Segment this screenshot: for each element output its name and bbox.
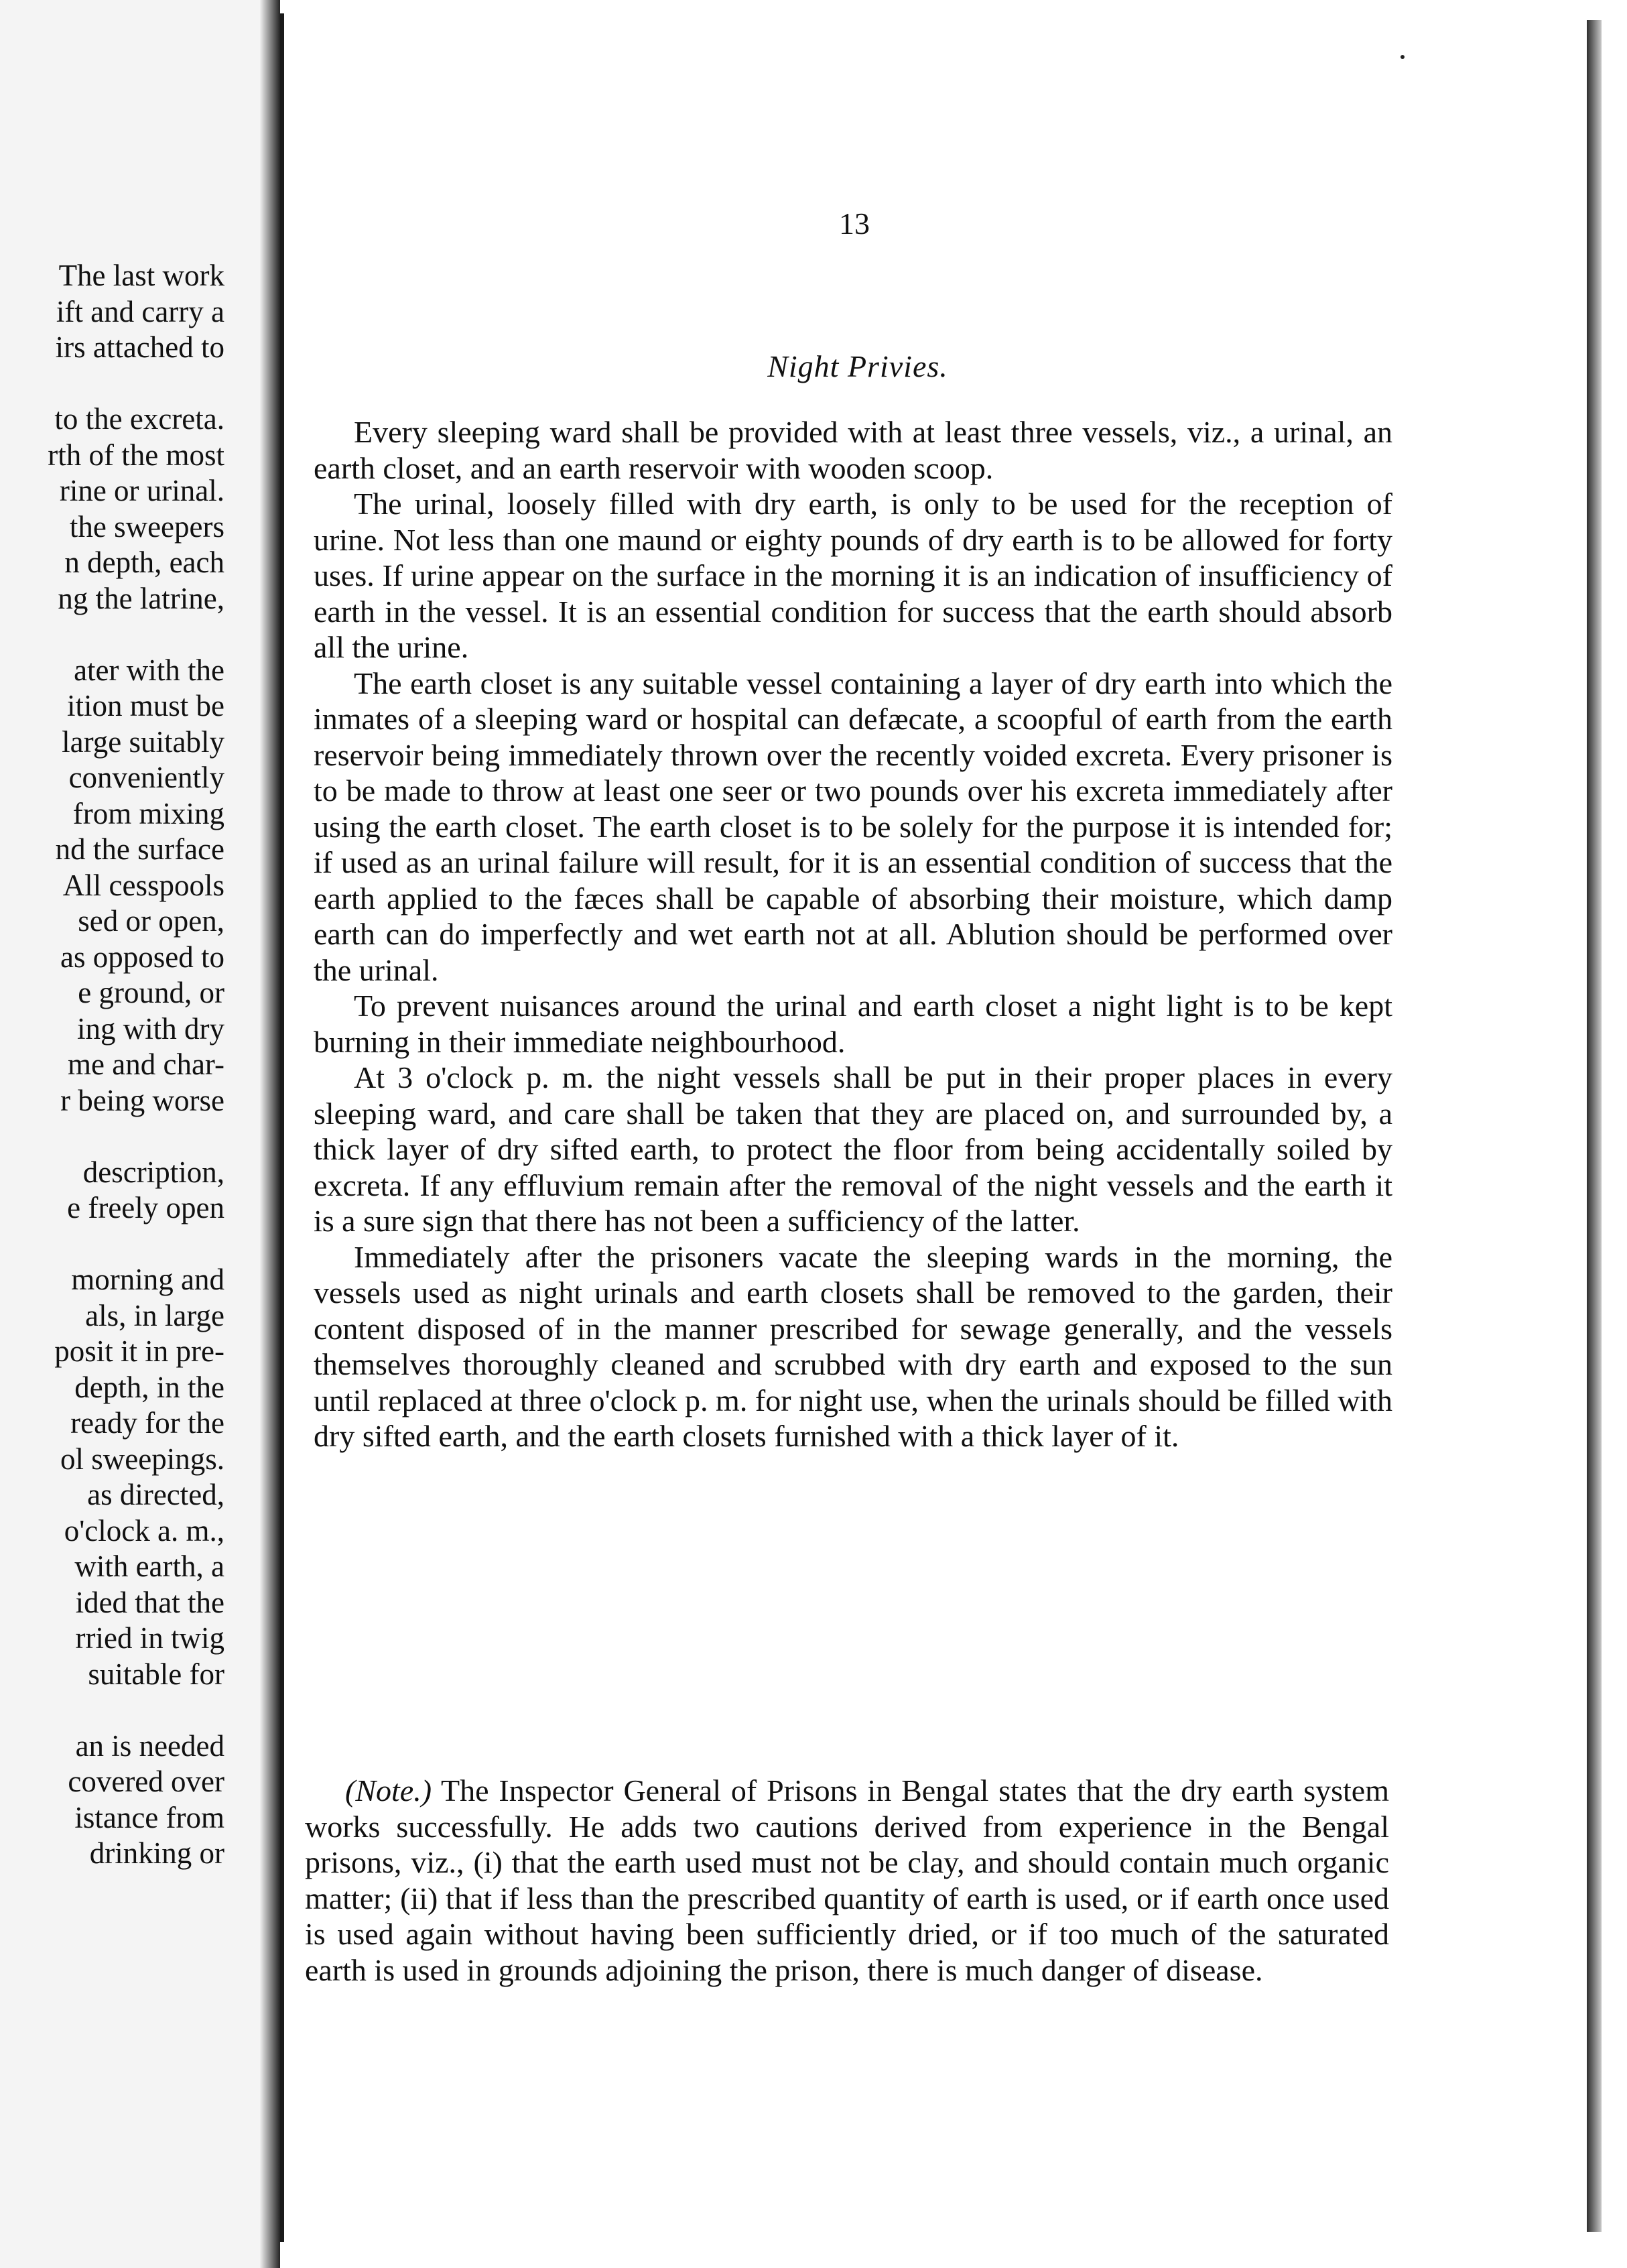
left-page-line: als, in large: [85, 1298, 224, 1332]
left-page-gap: [0, 1692, 224, 1728]
left-page-line: ided that the: [75, 1585, 224, 1619]
body-text: [314, 414, 1392, 1454]
page-edge-shadow: [1587, 20, 1602, 2232]
paragraph: The urinal, loosely filled with dry earth, is only to be used for the reception of urine. Not less than one maund or eighty pounds of dry earth is to be allowed for forty uses. If urine appear on the surface in the morning it is an indication of insufficiency of earth in the vessel. It is an essential condition for success that the earth should absorb all the urine.: [314, 487, 1392, 664]
left-page-text: [0, 258, 224, 1872]
left-page-line: ol sweepings.: [60, 1442, 224, 1476]
note-label: (Note.): [345, 1773, 432, 1808]
left-page-line: n depth, each: [64, 546, 224, 579]
left-page-line: description,: [82, 1155, 224, 1189]
left-page-line: e freely open: [67, 1191, 224, 1224]
left-page-line: rine or urinal.: [59, 474, 224, 507]
left-page-line: from mixing: [72, 796, 224, 830]
left-page-line: an is needed: [75, 1728, 224, 1763]
left-page-line: o'clock a. m.,: [64, 1513, 224, 1548]
page-number: 13: [839, 206, 870, 241]
book-gutter: [260, 0, 280, 2268]
left-page-line: ing with dry: [77, 1011, 224, 1046]
left-page-line: rried in twig: [75, 1621, 224, 1655]
scan-speck: [1401, 55, 1405, 59]
left-page-line: covered over: [68, 1765, 224, 1798]
left-page-line: as directed,: [87, 1478, 224, 1511]
left-page-line: ready for the: [70, 1406, 224, 1440]
left-page-line: conveniently: [68, 761, 224, 794]
left-page-line: All cesspools: [62, 868, 224, 902]
left-page-line: me and char-: [68, 1048, 224, 1081]
left-page-line: suitable for: [88, 1657, 224, 1691]
left-page-line: posit it in pre-: [54, 1334, 224, 1368]
left-page-line: ng the latrine,: [58, 581, 224, 615]
left-page-line: r being worse: [60, 1083, 224, 1117]
left-page-line: ift and carry a: [56, 294, 224, 328]
left-page-line: ater with the: [74, 653, 224, 687]
left-page-line: as opposed to: [60, 940, 224, 974]
left-page-line: drinking or: [89, 1836, 224, 1870]
left-facing-page: [0, 0, 265, 2268]
paragraph: Immediately after the prisoners vacate the sleeping wards in the morning, the vessels used as night urinals and earth closets shall be removed to the garden, their content disposed of in the manner prescribed for sewage generally, and the vessels themselves thoroughly cleaned and scrubbed with dry earth and exposed to the sun until replaced at three o'clock p. m. for night use, when the urinals should be filled with dry sifted earth, and the earth closets furnished with a thick layer of it.: [314, 1239, 1392, 1453]
left-page-line: rth of the most: [48, 438, 224, 472]
left-page-gap: [0, 1119, 224, 1155]
left-page-line: nd the surface: [55, 832, 224, 866]
note: [305, 1773, 1389, 1988]
left-page-line: irs attached to: [55, 330, 224, 364]
note-paragraph: [305, 1773, 1389, 1988]
left-page-line: morning and: [71, 1263, 224, 1296]
left-page-line: large suitably: [62, 724, 224, 759]
left-page-gap: [0, 366, 224, 402]
left-page-line: to the excreta.: [54, 402, 224, 436]
left-page-line: istance from: [74, 1800, 224, 1834]
left-page-gap: [0, 1226, 224, 1263]
paragraph: At 3 o'clock p. m. the night vessels shall be put in their proper places in every sleeping ward, and care shall be taken that they are placed on, and surrounded by, a thick layer of dry sifted earth, to protect the floor from being accidentally soiled by excreta. If any effluvium remain after the removal of the night vessels and the earth it is a sure sign that there has not been a sufficiency of the latter.: [314, 1060, 1392, 1238]
left-page-gap: [0, 617, 224, 653]
left-page-line: ition must be: [67, 689, 224, 722]
paragraph: The earth closet is any suitable vessel containing a layer of dry earth into which the inmates of a sleeping ward or hospital can defæcate, a scoopful of earth from the earth reservoir being immediately thrown over the recently voided excreta. Every prisoner is to be made to throw at least one seer or two pounds over his excreta immediately after using the earth closet. The earth closet is to be solely for the purpose it is intended for; if used as an urinal failure will result, for it is an essential condition of success that the earth applied to the fæces shall be capable of absorbing their moisture, which damp earth can do imperfectly and wet earth not at all. Ablution should be performed over the urinal.: [314, 666, 1392, 987]
left-page-line: depth, in the: [74, 1370, 224, 1404]
left-page-line: with earth, a: [74, 1550, 224, 1583]
left-page-line: e ground, or: [78, 976, 224, 1009]
left-page-line: The last work: [58, 259, 224, 292]
paragraph: Every sleeping ward shall be provided with at least three vessels, viz., a urinal, an earth closet, and an earth reservoir with wooden scoop.: [314, 415, 1392, 485]
section-heading: Night Privies.: [767, 349, 948, 383]
left-page-line: the sweepers: [69, 509, 224, 544]
note-text: The Inspector General of Prisons in Bengal states that the dry earth system works successfully. He adds two cautions derived from experience in the Bengal prisons, viz., (i) that the earth used must not be clay, and should contain much organic matter; (ii) that if less than the prescribed quantity of earth is used, or if earth once used is used again without having been sufficiently dried, or if too much of the saturated earth is used in grounds adjoining the prison, there is much danger of disease.: [305, 1773, 1389, 1987]
left-page-line: sed or open,: [78, 904, 224, 938]
paragraph: To prevent nuisances around the urinal and earth closet a night light is to be kept burning in their immediate neighbourhood.: [314, 989, 1392, 1059]
